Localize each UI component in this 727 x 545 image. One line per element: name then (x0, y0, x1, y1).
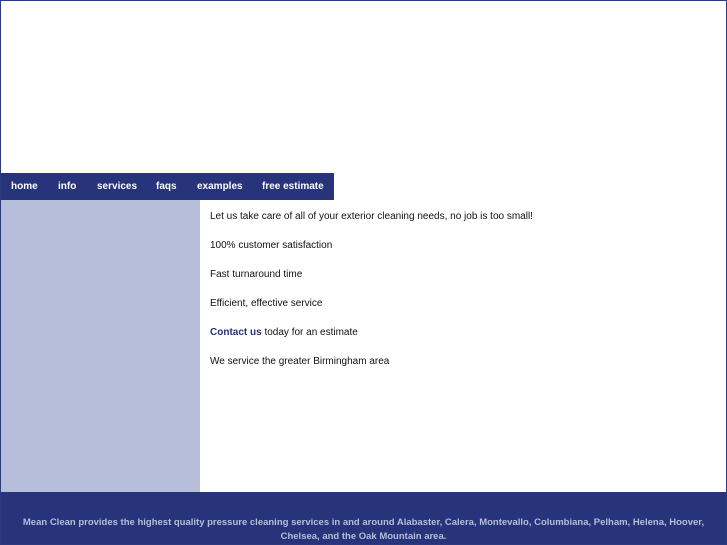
contact-line (210, 327, 358, 339)
left-sidebar (1, 200, 200, 492)
nav-info-link[interactable]: info (58, 181, 77, 192)
footer (1, 492, 726, 544)
nav-home-link[interactable]: home (11, 181, 38, 192)
satisfaction-text: 100% customer satisfaction (210, 240, 333, 251)
turnaround-text: Fast turnaround time (210, 269, 303, 280)
nav-services-link[interactable]: services (97, 181, 138, 192)
main-navbar (1, 173, 334, 200)
efficiency-text: Efficient, effective service (210, 298, 323, 309)
intro-text: Let us take care of all of your exterior cleaning needs, no job is too small! (210, 211, 533, 222)
nav-free-estimate-link[interactable]: free estimate (262, 181, 324, 192)
contact-line-rest: today for an estimate (261, 327, 358, 338)
nav-faqs-link[interactable]: faqs (156, 181, 177, 192)
service-area-text: We service the greater Birmingham area (210, 356, 390, 367)
nav-examples-link[interactable]: examples (197, 181, 243, 192)
header-banner (1, 1, 726, 173)
contact-us-link[interactable]: Contact us (210, 327, 262, 338)
footer-text: Mean Clean provides the highest quality pressure cleaning services in and around Alabaster, Calera, Montevallo, Columbiana, Pelham, Helena, Hoover, Chelsea, and the Oak Mountain area. (22, 517, 705, 542)
